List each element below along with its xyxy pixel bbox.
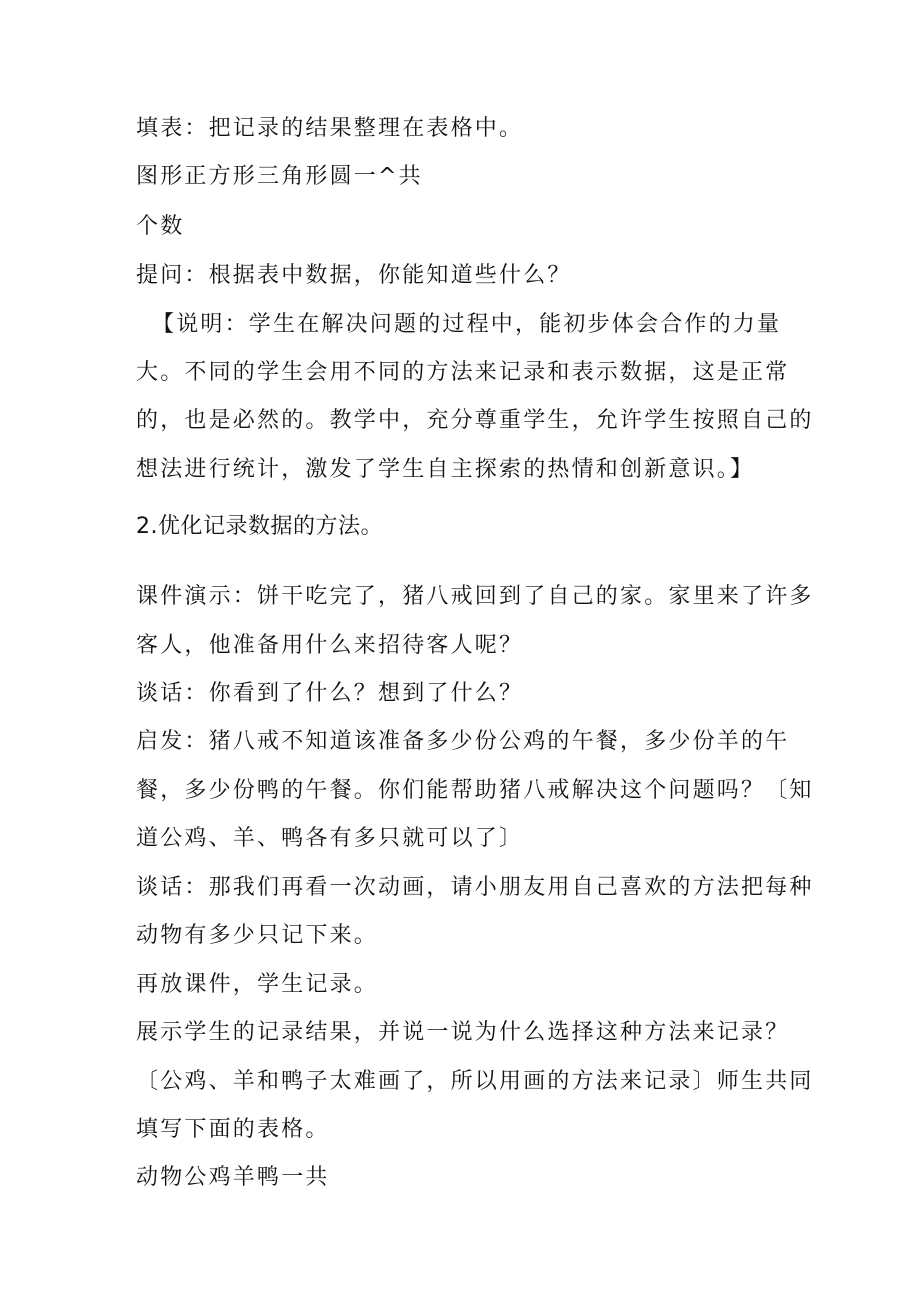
courseware-demo-line-1: 课件演示：饼干吃完了，猪八戒回到了自己的家。家里来了许多 [136, 584, 814, 609]
inspire-line-3: 道公鸡、羊、鸭各有多只就可以了〕 [136, 826, 524, 851]
note-paragraph-line-3: 的，也是必然的。教学中，充分尊重学生，允许学生按照自己的 [136, 408, 814, 433]
inspire-line-1: 启发：猪八戒不知道该准备多少份公鸡的午餐，多少份羊的午 [136, 729, 790, 754]
fill-table-instruction: 填表：把记录的结果整理在表格中。 [136, 116, 524, 141]
note-paragraph-line-4: 想法进行统计，激发了学生自主探索的热情和创新意识。】 [136, 457, 755, 482]
replay-line: 再放课件，学生记录。 [136, 972, 379, 997]
fill-table-line: 填写下面的表格。 [136, 1117, 330, 1142]
inspire-line-2: 餐，多少份鸭的午餐。你们能帮助猪八戒解决这个问题吗？〔知 [136, 778, 814, 803]
shape-table-header: 图形正方形三角形圆一^共 [136, 164, 423, 189]
talk-again-line-2: 动物有多少只记下来。 [136, 923, 379, 948]
talk-line: 谈话：你看到了什么？想到了什么？ [136, 681, 524, 706]
reason-line: 〔公鸡、羊和鸭子太难画了，所以用画的方法来记录〕师生共同 [136, 1069, 814, 1094]
show-results-line: 展示学生的记录结果，并说一说为什么选择这种方法来记录？ [136, 1020, 790, 1045]
question-prompt: 提问：根据表中数据，你能知道些什么？ [136, 263, 572, 288]
note-paragraph-line-2: 大。不同的学生会用不同的方法来记录和表示数据，这是正常 [136, 360, 790, 385]
section-heading: 2.优化记录数据的方法。 [136, 514, 383, 539]
note-paragraph-line-1: 【说明：学生在解决问题的过程中，能初步体会合作的力量 [152, 312, 782, 337]
animal-table-header: 动物公鸡羊鸭一共 [136, 1165, 330, 1190]
courseware-demo-line-2: 客人，他准备用什么来招待客人呢？ [136, 633, 524, 658]
shape-table-count-row: 个数 [136, 214, 185, 239]
talk-again-line-1: 谈话：那我们再看一次动画，请小朋友用自己喜欢的方法把每种 [136, 875, 814, 900]
